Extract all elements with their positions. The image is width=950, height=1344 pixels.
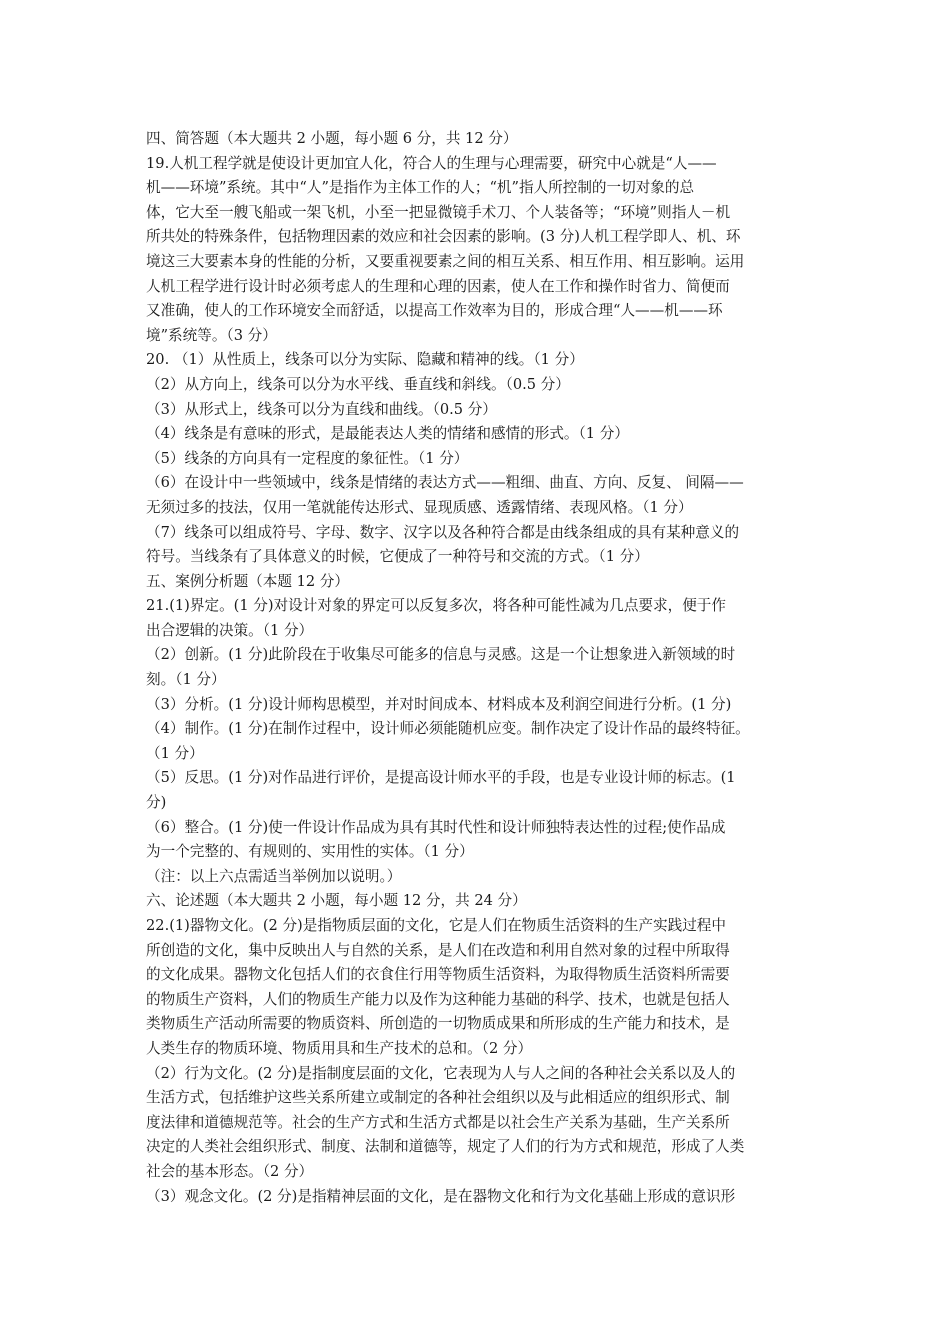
section-heading: 六、论述题（本大题共 2 小题，每小题 12 分，共 24 分）: [146, 892, 527, 910]
text-line: 的物质生产资料，人们的物质生产能力以及作为这种能力基础的科学、技术，也就是包括人: [146, 990, 730, 1008]
text-line: 机——环境”系统。其中“人”是指作为主体工作的人；“机”指人所控制的一切对象的总: [146, 179, 695, 197]
text-line: 刻。（1 分）: [146, 671, 226, 689]
text-line: 社会的基本形态。（2 分）: [146, 1162, 314, 1180]
text-line: 无须过多的技法，仅用一笔就能传达形式、显现质感、透露情绪、表现风格。（1 分）: [146, 498, 693, 516]
section-heading: 五、案例分析题（本题 12 分）: [146, 572, 349, 590]
text-line: 体，它大至一艘飞船或一架飞机，小至一把显微镜手术刀、个人装备等；“环境”则指人－机: [146, 203, 731, 221]
text-line: （2）创新。(1 分)此阶段在于收集尽可能多的信息与灵感。这是一个让想象进入新领域的时: [146, 646, 736, 664]
text-line: 为一个完整的、有规则的、实用性的实体。（1 分）: [146, 843, 474, 861]
text-line: （1 分）: [146, 744, 204, 762]
text-line: 的文化成果。器物文化包括人们的衣食住行用等物质生活资料，为取得物质生活资料所需要: [146, 966, 730, 984]
text-line: （7）线条可以组成符号、字母、数字、汉字以及各种符合都是由线条组成的具有某种意义的: [146, 523, 740, 541]
text-line: （3）分析。(1 分)设计师构思模型，并对时间成本、材料成本及利润空间进行分析。(1 分): [146, 695, 732, 713]
text-line: 决定的人类社会组织形式、制度、法制和道德等，规定了人们的行为方式和规范，形成了人类: [146, 1138, 745, 1156]
text-line: （注：以上六点需适当举例加以说明。）: [146, 867, 402, 885]
answer-document: [146, 127, 812, 1209]
text-line: （2）行为文化。(2 分)是指制度层面的文化，它表现为人与人之间的各种社会关系以及人的: [146, 1064, 736, 1082]
text-line: （6）整合。(1 分)使一件设计作品成为具有其时代性和设计师独特表达性的过程;使作品成: [146, 818, 726, 836]
section-heading: 四、简答题（本大题共 2 小题，每小题 6 分，共 12 分）: [146, 130, 518, 147]
text-line: 出合逻辑的决策。（1 分）: [146, 621, 314, 639]
text-line: 所创造的文化，集中反映出人与自然的关系，是人们在改造和利用自然对象的过程中所取得: [146, 941, 730, 959]
text-line: 22.(1)器物文化。(2 分)是指物质层面的文化，它是人们在物质生活资料的生产实践过程中: [146, 917, 726, 934]
text-line: 生活方式，包括维护这些关系所建立或制定的各种社会组织以及与此相适应的组织形式、制: [146, 1089, 730, 1107]
text-line: 人机工程学进行设计时必须考虑人的生理和心理的因素，使人在工作和操作时省力、简便而: [146, 277, 730, 295]
text-line: 19.人机工程学就是使设计更加宜人化，符合人的生理与心理需要，研究中心就是“人——: [146, 154, 717, 172]
text-line: 符号。当线条有了具体意义的时候，它便成了一种符号和交流的方式。（1 分）: [146, 548, 649, 566]
text-line: （3）观念文化。(2 分)是指精神层面的文化，是在器物文化和行为文化基础上形成的意识形: [146, 1187, 736, 1205]
text-line: 所共处的特殊条件，包括物理因素的效应和社会因素的影响。(3 分)人机工程学即人、机、环: [146, 228, 741, 246]
text-line: （3）从形式上，线条可以分为直线和曲线。（0.5 分）: [146, 400, 497, 418]
text-line: （2）从方向上，线条可以分为水平线、垂直线和斜线。（0.5 分）: [146, 375, 570, 393]
text-line: 类物质生产活动所需要的物质资料、所创造的一切物质成果和所形成的生产能力和技术，是: [146, 1015, 730, 1033]
text-line: （4）线条是有意味的形式，是最能表达人类的情绪和感情的形式。（1 分）: [146, 425, 629, 443]
text-line: 度法律和道德规范等。社会的生产方式和生活方式都是以社会生产关系为基础，生产关系所: [146, 1113, 730, 1131]
text-line: 人类生存的物质环境、物质用具和生产技术的总和。（2 分）: [146, 1039, 533, 1057]
text-line: （4）制作。(1 分)在制作过程中，设计师必须能随机应变。制作决定了设计作品的最终特征。: [146, 720, 750, 738]
text-line: 境”系统等。（3 分）: [146, 326, 277, 344]
text-line: 20. （1）从性质上，线条可以分为实际、隐藏和精神的线。（1 分）: [146, 351, 584, 369]
text-line: 境这三大要素本身的性能的分析，又要重视要素之间的相互关系、相互作用、相互影响。运用: [146, 252, 745, 270]
text-line: （5）反思。(1 分)对作品进行评价，是提高设计师水平的手段，也是专业设计师的标志。(1: [146, 769, 736, 787]
text-line: 21.(1)界定。(1 分)对设计对象的界定可以反复多次，将各种可能性减为几点要求，便于作: [146, 597, 726, 615]
text-line: （6）在设计中一些领域中，线条是情绪的表达方式——粗细、曲直、方向、反复、 间隔——: [146, 474, 744, 492]
text-line: （5）线条的方向具有一定程度的象征性。（1 分）: [146, 449, 469, 467]
text-line: 又准确，使人的工作环境安全而舒适，以提高工作效率为目的，形成合理“人——机——环: [146, 302, 723, 320]
text-line: 分): [146, 794, 167, 812]
